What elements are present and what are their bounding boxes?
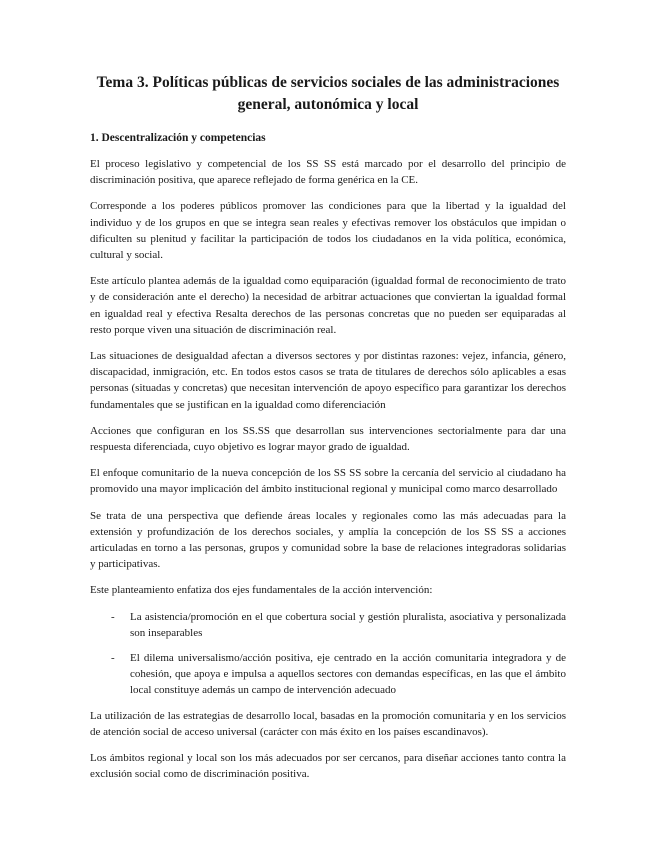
- bullet-text: La asistencia/promoción en el que cobertura social y gestión pluralista, asociativa y personalizada son inseparables: [130, 610, 566, 639]
- dash-bullet-icon: -: [111, 610, 115, 623]
- bullet-text: El dilema universalismo/acción positiva, eje centrado en la acción comunitaria integradora y de cohesión, que apoya e impulsa a aquellos sectores con demandas específicas, en las que el ámbito local constituye además un campo de intervención adecuado: [130, 652, 566, 697]
- document-page: [90, 72, 566, 793]
- bullet-item: [90, 609, 566, 641]
- paragraph: Corresponde a los poderes públicos promover las condiciones para que la libertad y la igualdad del individuo y de los grupos en que se integra sean reales y efectivas remover los obstáculos que impidan o dificulten su plenitud y facilitar la participación de todos los ciudadanos en la vida política, económica, cultural y social.: [90, 200, 566, 262]
- dash-bullet-icon: -: [111, 652, 115, 665]
- paragraph: Se trata de una perspectiva que defiende áreas locales y regionales como las más adecuadas para la extensión y profundización de los derechos sociales, y amplía la concepción de los SS SS a acciones articuladas en torno a las personas, grupos y comunidad sobre la base de relaciones integradoras solidarias y participativas.: [90, 509, 566, 571]
- paragraph: El enfoque comunitario de la nueva concepción de los SS SS sobre la cercanía del servicio al ciudadano ha promovido una mayor implicación del ámbito institucional regional y municipal como marco desarrollado: [90, 467, 566, 496]
- bullet-item: [90, 650, 566, 699]
- paragraph: La utilización de las estrategias de desarrollo local, basadas en la promoción comunitaria y en los servicios de atención social de acceso universal (carácter con más éxito en los países escandinavos).: [90, 709, 566, 738]
- paragraph: El proceso legislativo y competencial de los SS SS está marcado por el desarrollo del principio de discriminación positiva, que aparece reflejado de forma genérica en la CE.: [90, 158, 566, 187]
- paragraph: Este artículo plantea además de la igualdad como equiparación (igualdad formal de reconocimiento de trato y de consideración ante el derecho) la necesidad de arbitrar actuaciones que conviertan la igualdad formal en igualdad real y efectiva Resalta derechos de las personas concretas que no pueden ser equiparadas al resto porque viven una situación de discriminación real.: [90, 275, 566, 336]
- bullet-list: [90, 609, 566, 699]
- paragraph: Las situaciones de desigualdad afectan a diversos sectores y por distintas razones: vejez, infancia, género, discapacidad, inmigración, etc. En todos estos casos se trata de titulares de derechos sólo aplicables a esas personas (situadas y concretas) que necesitan intervención de apoyo específico para garantizar los derechos fundamentales que se justifican en la igualdad como diferenciación: [90, 350, 566, 411]
- section-heading: 1. Descentralización y competencias: [90, 132, 266, 144]
- document-title: Tema 3. Políticas públicas de servicios sociales de las administraciones general, autonómica y local: [96, 74, 560, 113]
- paragraph: Este planteamiento enfatiza dos ejes fundamentales de la acción intervención:: [90, 584, 433, 597]
- paragraph: Acciones que configuran en los SS.SS que desarrollan sus intervenciones sectorialmente para dar una respuesta diferenciada, cuyo objetivo es lograr mayor grado de igualdad.: [90, 424, 566, 454]
- paragraph: Los ámbitos regional y local son los más adecuados por ser cercanos, para diseñar acciones tanto contra la exclusión social como de discriminación positiva.: [90, 752, 566, 781]
